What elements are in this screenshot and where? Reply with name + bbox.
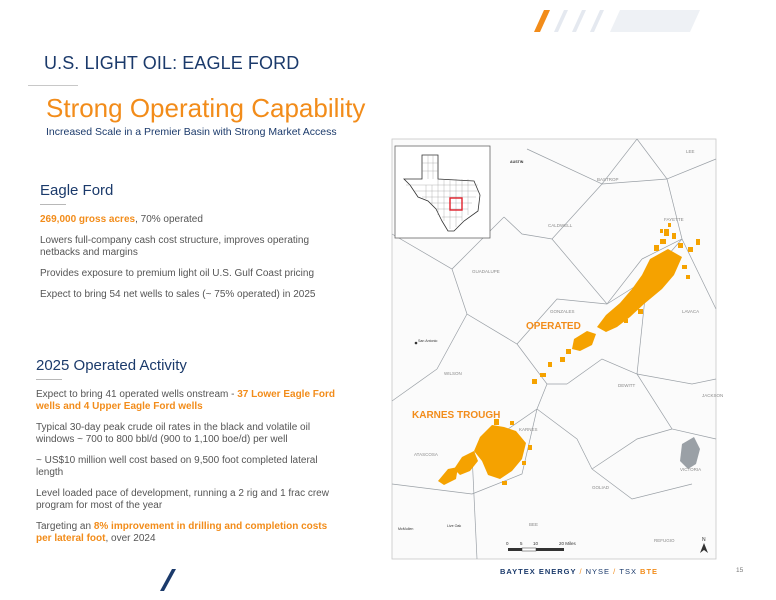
- gross-acres-highlight: 269,000 gross acres: [40, 214, 136, 225]
- list-item: Level loaded pace of development, running a 2 rig and 1 frac crew program for most of the year: [36, 488, 329, 511]
- footer-separator: /: [579, 567, 583, 576]
- eagle-ford-divider: [40, 204, 66, 205]
- footer-nyse: NYSE: [585, 567, 611, 576]
- list-item: Provides exposure to premium light oil U.S. Gulf Coast pricing: [40, 268, 315, 279]
- city-label-live-oak: Live Oak: [447, 524, 462, 528]
- county-label-dewitt: DEWITT: [618, 383, 636, 388]
- city-label-austin: AUSTIN: [510, 160, 524, 164]
- operated-activity-divider: [36, 379, 62, 380]
- county-label-jackson: JACKSON: [702, 393, 724, 398]
- county-label-wilson: WILSON: [444, 371, 462, 376]
- list-item: Typical 30-day peak crude oil rates in the black and volatile oil windows ~ 700 to 800 bbl/d (900 to 1,100 boe/d) per well: [36, 422, 311, 445]
- city-label-mcmullen: McMullen: [398, 527, 414, 531]
- title-divider: [28, 85, 78, 86]
- scale-tick-0: 0: [506, 541, 509, 546]
- list-item: [40, 214, 340, 226]
- operated-activity-heading: 2025 Operated Activity: [36, 357, 187, 374]
- eagle-ford-list: [40, 214, 340, 310]
- list-item: ~ US$10 million well cost based on 9,500 foot completed lateral length: [36, 455, 318, 478]
- county-label-bee: BEE: [529, 522, 539, 527]
- target-text: Targeting an: [36, 521, 94, 532]
- city-dot-san-antonio: [415, 342, 418, 345]
- county-label-victoria: VICTORIA: [680, 467, 702, 472]
- section-title: U.S. LIGHT OIL: EAGLE FORD: [44, 53, 300, 73]
- target-highlight: 8% improvement in drilling and completion costs per lateral foot: [36, 521, 328, 544]
- county-label-lee: LEE: [686, 149, 695, 154]
- target-rest: , over 2024: [105, 533, 156, 544]
- footer-company: BAYTEX ENERGY: [500, 567, 577, 576]
- list-item: Expect to bring 54 net wells to sales (~ 75% operated) in 2025: [40, 289, 316, 300]
- list-item: [36, 521, 336, 545]
- main-title: Strong Operating Capability: [46, 93, 366, 123]
- county-label-lavaca: LAVACA: [682, 309, 700, 314]
- footer-brand: [500, 567, 658, 576]
- page-number: 15: [736, 567, 744, 574]
- county-label-bastrop: BASTROP: [597, 177, 619, 182]
- header-slash-decoration: [520, 8, 710, 34]
- county-label-fayette: FAYETTE: [664, 217, 684, 222]
- scale-tick-10: 10: [533, 541, 539, 546]
- operated-label: OPERATED: [526, 321, 581, 332]
- county-label-goliad: GOLIAD: [592, 485, 610, 490]
- gross-acres-rest: , 70% operated: [135, 214, 203, 225]
- county-label-caldwell: CALDWELL: [548, 223, 573, 228]
- karnes-trough-label: KARNES TROUGH: [412, 410, 501, 421]
- eagle-ford-map: [392, 139, 724, 559]
- texas-inset: [395, 146, 490, 238]
- city-label-san-antonio: San Antonio: [418, 339, 438, 343]
- footer-slash-decoration: [158, 568, 178, 592]
- scale-tick-20: 20 Miles: [559, 541, 576, 546]
- county-label-guadalupe: GUADALUPE: [472, 269, 500, 274]
- wells-text: Expect to bring 41 operated wells onstream -: [36, 389, 238, 400]
- footer-ticker: BTE: [640, 567, 659, 576]
- county-label-gonzales: GONZALES: [550, 309, 575, 314]
- subtitle: Increased Scale in a Premier Basin with Strong Market Access: [46, 126, 337, 138]
- eagle-ford-heading: Eagle Ford: [40, 182, 114, 199]
- footer-separator: /: [613, 567, 617, 576]
- list-item: [36, 389, 336, 413]
- wells-highlight: 37 Lower Eagle Ford wells and 4 Upper Eagle Ford wells: [36, 389, 336, 412]
- north-label: N: [702, 537, 706, 543]
- county-label-karnes: KARNES: [519, 427, 538, 432]
- county-label-refugio: REFUGIO: [654, 538, 675, 543]
- county-label-atascosa: ATASCOSA: [414, 452, 438, 457]
- list-item: Lowers full-company cash cost structure, improves operating netbacks and margins: [40, 235, 310, 258]
- footer-tsx: TSX: [619, 567, 637, 576]
- scale-tick-5: 5: [520, 541, 523, 546]
- operated-activity-list: [36, 389, 336, 554]
